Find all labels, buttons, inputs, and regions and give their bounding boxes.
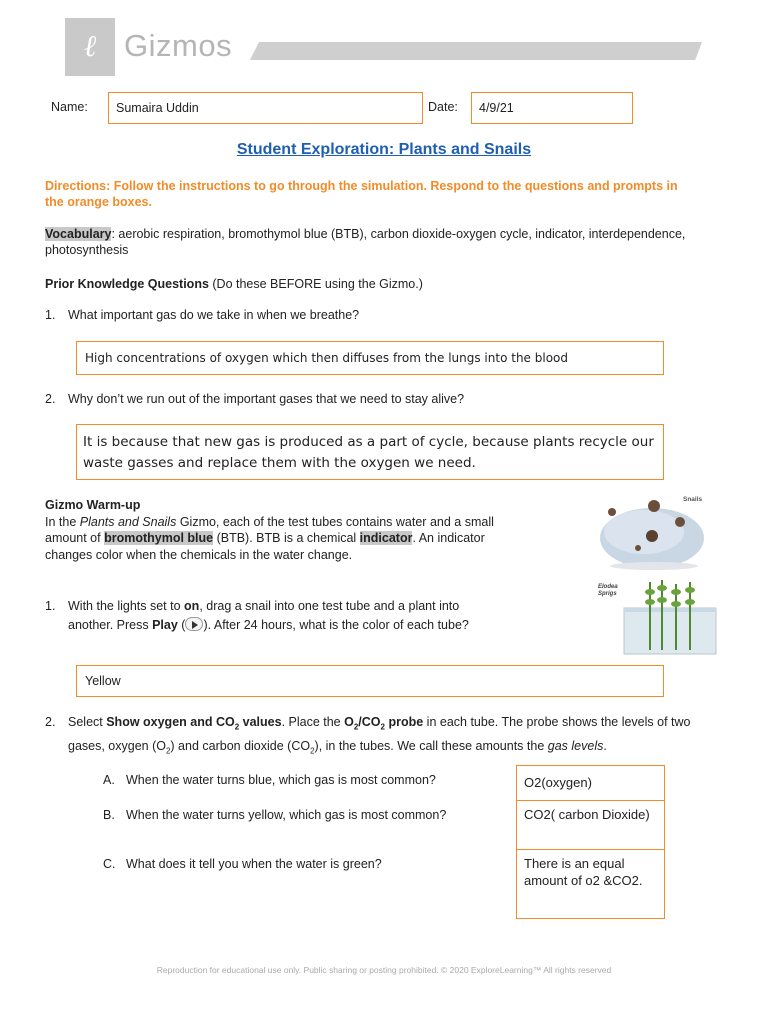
q2-sub: 2 bbox=[165, 746, 171, 755]
answer-text: It is because that new gas is produced as a part of cycle, because plants recycle our waste gasses and replace them with the oxygen we need. bbox=[83, 434, 654, 471]
sub-letter: A. bbox=[103, 773, 115, 787]
q2-sub: 2 bbox=[234, 722, 240, 732]
q2-probe: O bbox=[344, 715, 354, 729]
q1-on: on bbox=[184, 599, 200, 613]
q2-values: values bbox=[239, 715, 282, 729]
q2-sub: 2 bbox=[310, 746, 315, 755]
q2-text: . Place the bbox=[281, 715, 345, 729]
answer-text: There is an equal amount of o2 &CO2. bbox=[524, 856, 643, 888]
snails-label: Snails bbox=[683, 496, 703, 503]
answer-text: CO2( carbon Dioxide) bbox=[524, 807, 650, 822]
q2-probe: /CO bbox=[358, 715, 381, 729]
q2-probe: probe bbox=[384, 715, 424, 729]
warmup-answer-1[interactable] bbox=[76, 665, 664, 697]
question-text bbox=[68, 713, 725, 760]
q2-sub: 2 bbox=[380, 722, 385, 732]
question-number: 1. bbox=[45, 599, 56, 613]
name-field[interactable] bbox=[108, 92, 423, 124]
warmup-text: Gizmo, each of the test tubes contains water and a small amount of bbox=[45, 514, 494, 545]
q2-text: in each tube. The probe shows the levels of two gases, oxygen (O bbox=[68, 715, 691, 753]
footer-copyright: Reproduction for educational use only. Public sharing or posting prohibited. © 2020 ExploreLearning™ All rights reserved bbox=[156, 965, 612, 975]
subquestion-b bbox=[103, 808, 446, 822]
prior-answer-2[interactable] bbox=[76, 424, 664, 480]
prior-answer-1[interactable] bbox=[76, 341, 664, 375]
q1-text: ). After 24 hours, what is the color of each tube? bbox=[203, 617, 469, 632]
name-label: Name: bbox=[51, 100, 88, 114]
q2-gas-levels: gas levels bbox=[547, 738, 604, 753]
warmup-gizmo-name: Plants and Snails bbox=[79, 514, 177, 529]
prior-knowledge-heading: Prior Knowledge Questions bbox=[45, 277, 209, 291]
term-bromothymol-blue: bromothymol blue bbox=[104, 531, 214, 545]
vocabulary-text: : aerobic respiration, bromothymol blue (BTB), carbon dioxide-oxygen cycle, indicator, interdependence, photosynthesis bbox=[45, 227, 686, 257]
sub-letter: B. bbox=[103, 808, 115, 822]
warmup-question-2 bbox=[45, 713, 725, 760]
question-number: 1. bbox=[45, 308, 56, 322]
subquestion-c bbox=[103, 857, 382, 871]
q2-text: ), in the tubes. We call these amounts the bbox=[314, 738, 548, 753]
q1-text: , drag a snail into one test tube and a plant into another. Press bbox=[68, 599, 460, 632]
vocabulary-paragraph bbox=[45, 226, 695, 258]
answer-text: High concentrations of oxygen which then diffuses from the lungs into the blood bbox=[85, 351, 568, 365]
sub-text: What does it tell you when the water is green? bbox=[126, 857, 382, 871]
answer-cell-c[interactable] bbox=[516, 849, 665, 919]
prior-question-2 bbox=[45, 392, 464, 406]
brand-name: Gizmos bbox=[124, 28, 233, 63]
answer-cell-a[interactable] bbox=[516, 765, 665, 801]
gizmos-logo-icon: ℓ bbox=[65, 18, 115, 76]
answer-text: O2(oxygen) bbox=[524, 775, 592, 790]
subquestion-a bbox=[103, 773, 436, 787]
snails-illustration bbox=[592, 492, 722, 572]
elodea-plant-icon bbox=[620, 578, 720, 656]
q2-sub: 2 bbox=[353, 722, 359, 732]
question-number: 2. bbox=[45, 392, 56, 406]
sub-text: When the water turns yellow, which gas is most common? bbox=[126, 808, 447, 822]
vocabulary-label: Vocabulary bbox=[45, 227, 112, 241]
term-indicator: indicator bbox=[359, 531, 413, 545]
warmup-text: (BTB). BTB is a chemical bbox=[213, 531, 360, 545]
elodea-illustration bbox=[594, 578, 724, 656]
question-text: Why don’t we run out of the important gases that we need to stay alive? bbox=[68, 392, 465, 406]
q1-play-word: Play bbox=[152, 617, 178, 632]
prior-knowledge-note: (Do these BEFORE using the Gizmo.) bbox=[208, 277, 423, 291]
q1-text: With the lights set to bbox=[68, 599, 185, 613]
question-text: What important gas do we take in when we breathe? bbox=[68, 308, 360, 322]
q2-text: . bbox=[603, 738, 607, 753]
page-title: Student Exploration: Plants and Snails bbox=[236, 141, 532, 158]
sub-letter: C. bbox=[103, 857, 116, 871]
sub-text: When the water turns blue, which gas is most common? bbox=[126, 773, 436, 787]
date-value: 4/9/21 bbox=[479, 101, 514, 115]
q1-text: ( bbox=[177, 617, 186, 632]
snails-rock-icon bbox=[592, 492, 722, 572]
q2-text: ) and carbon dioxide (CO bbox=[170, 738, 311, 753]
warmup-heading: Gizmo Warm-up bbox=[45, 498, 141, 512]
warmup-question-1 bbox=[45, 597, 485, 634]
warmup-text: In the bbox=[45, 514, 80, 529]
answer-cell-b[interactable] bbox=[516, 800, 665, 850]
date-field[interactable] bbox=[471, 92, 633, 124]
question-number: 2. bbox=[45, 715, 56, 729]
q2-text: Select bbox=[68, 715, 107, 729]
play-button-icon bbox=[185, 617, 203, 631]
warmup-text: . An indicator changes color when the chemicals in the water change. bbox=[45, 531, 485, 562]
prior-question-1 bbox=[45, 308, 359, 322]
answer-text: Yellow bbox=[85, 674, 121, 688]
elodea-label: Elodea Sprigs bbox=[598, 584, 618, 597]
q2-show: Show oxygen and CO bbox=[106, 715, 235, 729]
warmup-paragraph bbox=[45, 514, 500, 564]
header-bar bbox=[250, 42, 702, 60]
directions-text: Directions: Follow the instructions to go through the simulation. Respond to the questions and prompts in the orange boxes. bbox=[45, 179, 678, 209]
warmup-section bbox=[45, 497, 500, 563]
date-label: Date: bbox=[428, 100, 458, 114]
question-text bbox=[68, 597, 485, 634]
prior-knowledge-heading-line bbox=[45, 276, 695, 292]
name-value: Sumaira Uddin bbox=[116, 101, 199, 115]
